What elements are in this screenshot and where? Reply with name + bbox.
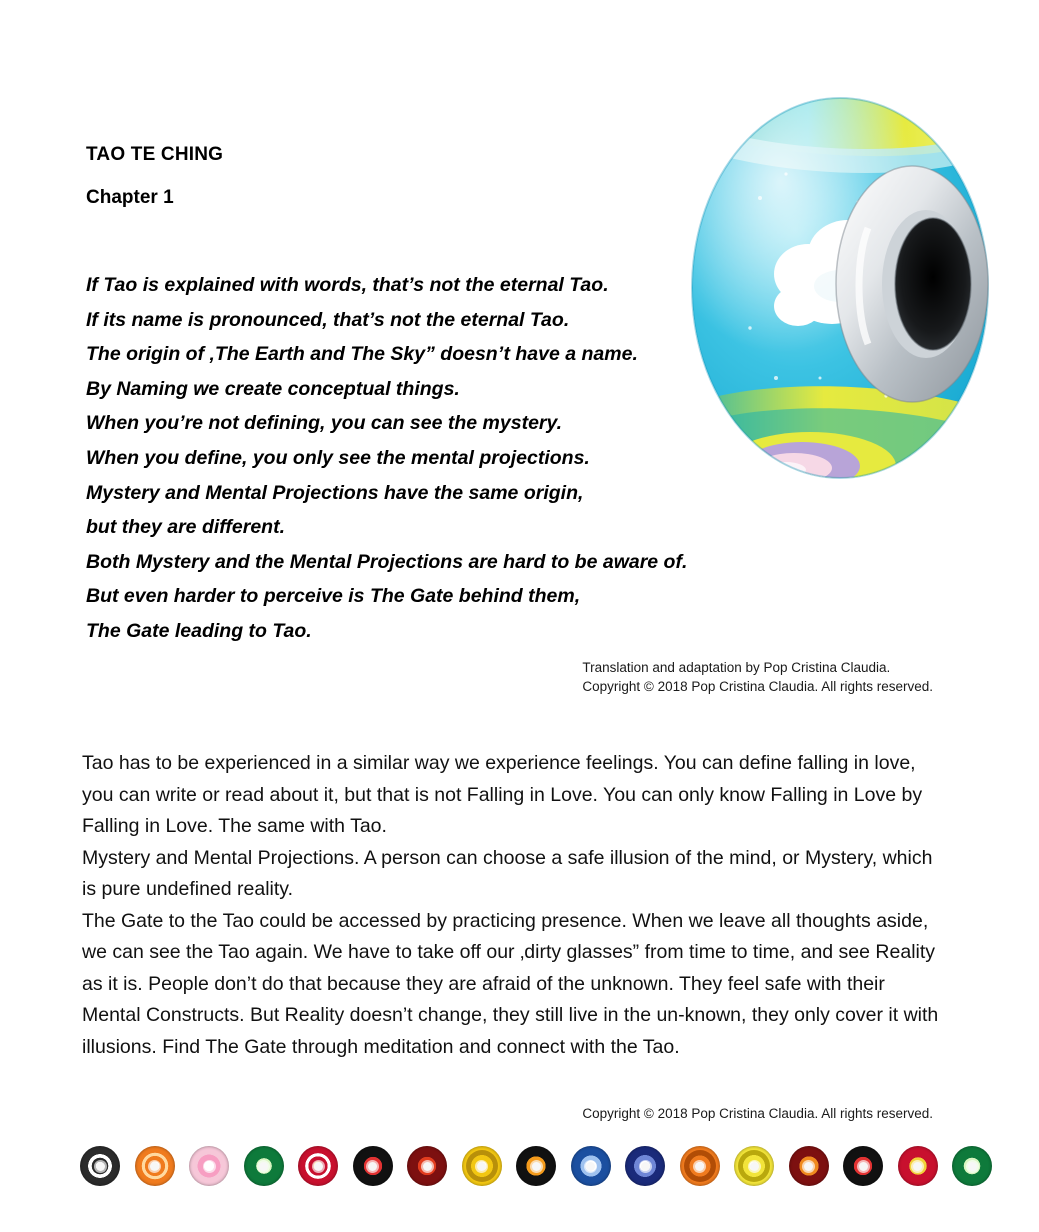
bead-thumbnail bbox=[625, 1146, 665, 1186]
poem-line: By Naming we create conceptual things. bbox=[86, 377, 460, 400]
poem-line: When you’re not defining, you can see the mystery. bbox=[86, 412, 563, 435]
commentary-paragraph: Tao has to be experienced in a similar way we experience feelings. You can define falling in love, you can write or read about it, but that is not Falling in Love. You can only know Falling in Love by Falling in Love. The same with Tao. bbox=[82, 752, 923, 837]
credit-line-copyright: Copyright © 2018 Pop Cristina Claudia. All rights reserved. bbox=[582, 679, 933, 694]
bead-thumbnail bbox=[571, 1146, 611, 1186]
bead-thumbnail bbox=[516, 1146, 556, 1186]
poem-block bbox=[86, 268, 766, 649]
commentary-paragraph: Mystery and Mental Projections. A person can choose a safe illusion of the mind, or Mystery, which is pure undefined reality. bbox=[82, 846, 933, 900]
chapter-heading: Chapter 1 bbox=[86, 186, 174, 208]
bead-thumbnail bbox=[680, 1146, 720, 1186]
bead-thumbnail bbox=[734, 1146, 774, 1186]
bead-thumbnail bbox=[298, 1146, 338, 1186]
bead-thumbnail bbox=[244, 1146, 284, 1186]
poem-line: The Gate leading to Tao. bbox=[86, 619, 312, 642]
poem-line: Mystery and Mental Projections have the same origin, bbox=[86, 481, 584, 504]
bead-photo bbox=[690, 78, 990, 498]
bead-thumbnail bbox=[80, 1146, 120, 1186]
bead-thumbnail bbox=[462, 1146, 502, 1186]
poem-line: If its name is pronounced, that’s not the eternal Tao. bbox=[86, 308, 570, 331]
bead-thumbnail bbox=[952, 1146, 992, 1186]
bead-thumbnail bbox=[353, 1146, 393, 1186]
commentary-paragraph: The Gate to the Tao could be accessed by practicing presence. When we leave all thoughts aside, we can see the Tao again. We have to take off our ‚dirty glasses” from time to time, and see Reality as it is. People don’t do that because they are afraid of the unknown. They feel safe with their Mental Constructs. But Reality doesn’t change, they still live in the un-known, they only cover it with illusions. Find The Gate through meditation and connect with the Tao. bbox=[82, 909, 939, 1058]
bead-thumbnail bbox=[135, 1146, 175, 1186]
poem-line: but they are different. bbox=[86, 516, 286, 539]
commentary-block bbox=[82, 748, 947, 1063]
bead-thumbnail bbox=[898, 1146, 938, 1186]
bead-thumbnail bbox=[189, 1146, 229, 1186]
poem-line: Both Mystery and the Mental Projections are hard to be aware of. bbox=[86, 550, 688, 573]
translation-credit bbox=[582, 658, 933, 696]
bead-thumbnail bbox=[843, 1146, 883, 1186]
poem-line: The origin of ‚The Earth and The Sky” doesn’t have a name. bbox=[86, 343, 638, 366]
bead-thumbnail bbox=[789, 1146, 829, 1186]
bead-thumbnail-strip bbox=[80, 1136, 1039, 1196]
poem-line: But even harder to perceive is The Gate behind them, bbox=[86, 585, 581, 608]
poem-line: When you define, you only see the mental projections. bbox=[86, 446, 590, 469]
credit-line-translation: Translation and adaptation by Pop Cristina Claudia. bbox=[582, 660, 891, 675]
footer-copyright: Copyright © 2018 Pop Cristina Claudia. All rights reserved. bbox=[582, 1106, 933, 1121]
glass-bead-illustration bbox=[690, 78, 990, 498]
poem-line: If Tao is explained with words, that’s not the eternal Tao. bbox=[86, 274, 609, 296]
bead-thumbnail bbox=[407, 1146, 447, 1186]
page-title: TAO TE CHING bbox=[86, 144, 224, 165]
title-block bbox=[86, 145, 686, 209]
